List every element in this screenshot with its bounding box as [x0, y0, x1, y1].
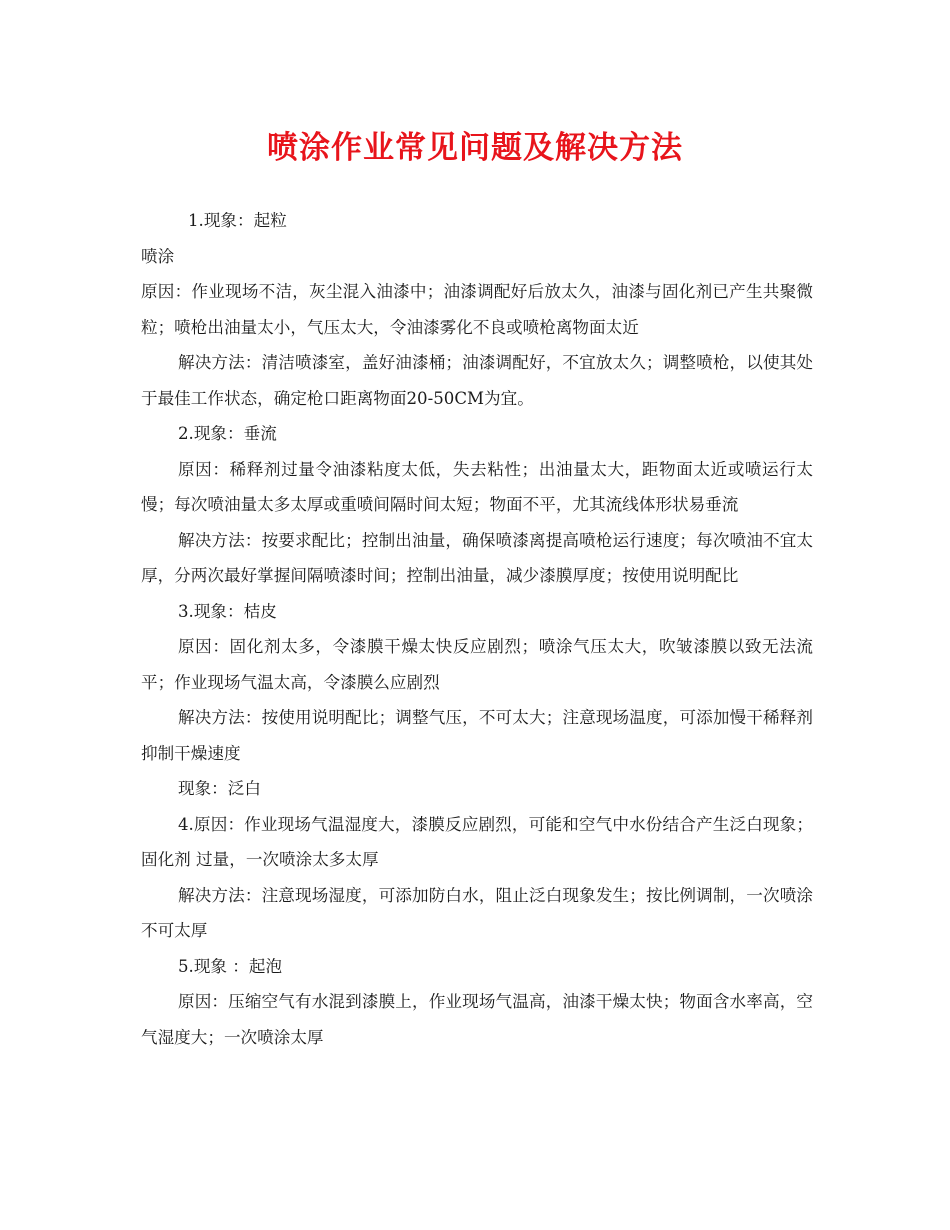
paragraph-label: 喷涂	[141, 246, 175, 266]
paragraph-cause-3: 原因：固化剂太多，令漆膜干燥太快反应剧烈；喷涂气压太大，吹皱漆膜以致无法流平；作业现场气温太高，令漆膜么应剧烈	[141, 637, 813, 692]
section-heading-2: 2.现象：垂流	[178, 424, 277, 443]
section-heading-3: 3.现象：桔皮	[178, 601, 277, 621]
paragraph-solution-4: 解决方法：注意现场湿度，可添加防白水，阻止泛白现象发生；按比例调制，一次喷涂不可太厚	[141, 885, 813, 940]
paragraph-solution-1: 解决方法：清洁喷漆室，盖好油漆桶；油漆调配好，不宜放太久；调整喷枪，以使其处于最佳工作状态，确定枪口距离物面20-50CM为宜。	[141, 353, 813, 408]
paragraph-cause-5: 原因：压缩空气有水混到漆膜上，作业现场气温高，油漆干燥太快；物面含水率高，空气湿度大；一次喷涂太厚	[141, 992, 813, 1047]
section-heading-4: 现象：泛白	[178, 779, 261, 798]
document-title: 喷涂作业常见问题及解决方法	[267, 130, 683, 166]
paragraph-cause-1: 原因：作业现场不洁，灰尘混入油漆中；油漆调配好后放太久，油漆与固化剂已产生共聚微粒；喷枪出油量太小，气压太大，令油漆雾化不良或喷枪离物面太近	[141, 282, 813, 337]
section-heading-5: 5.现象 ：起泡	[178, 956, 283, 976]
paragraph-solution-3: 解决方法：按使用说明配比；调整气压，不可太大；注意现场温度，可添加慢干稀释剂抑制干燥速度	[141, 708, 813, 763]
paragraph-cause-4: 4.原因：作业现场气温湿度大，漆膜反应剧烈，可能和空气中水份结合产生泛白现象；固化剂 过量，一次喷涂太多太厚	[141, 814, 813, 869]
document-body	[141, 203, 813, 1055]
section-heading-1: 1.现象：起粒	[188, 211, 287, 230]
paragraph-cause-2: 原因：稀释剂过量令油漆粘度太低，失去粘性；出油量太大，距物面太近或喷运行太慢；每次喷油量太多太厚或重喷间隔时间太短；物面不平，尤其流线体形状易垂流	[141, 459, 813, 514]
paragraph-solution-2: 解决方法：按要求配比；控制出油量，确保喷漆离提高喷枪运行速度；每次喷油不宜太厚，分两次最好掌握间隔喷漆时间；控制出油量，减少漆膜厚度；按使用说明配比	[141, 530, 813, 585]
